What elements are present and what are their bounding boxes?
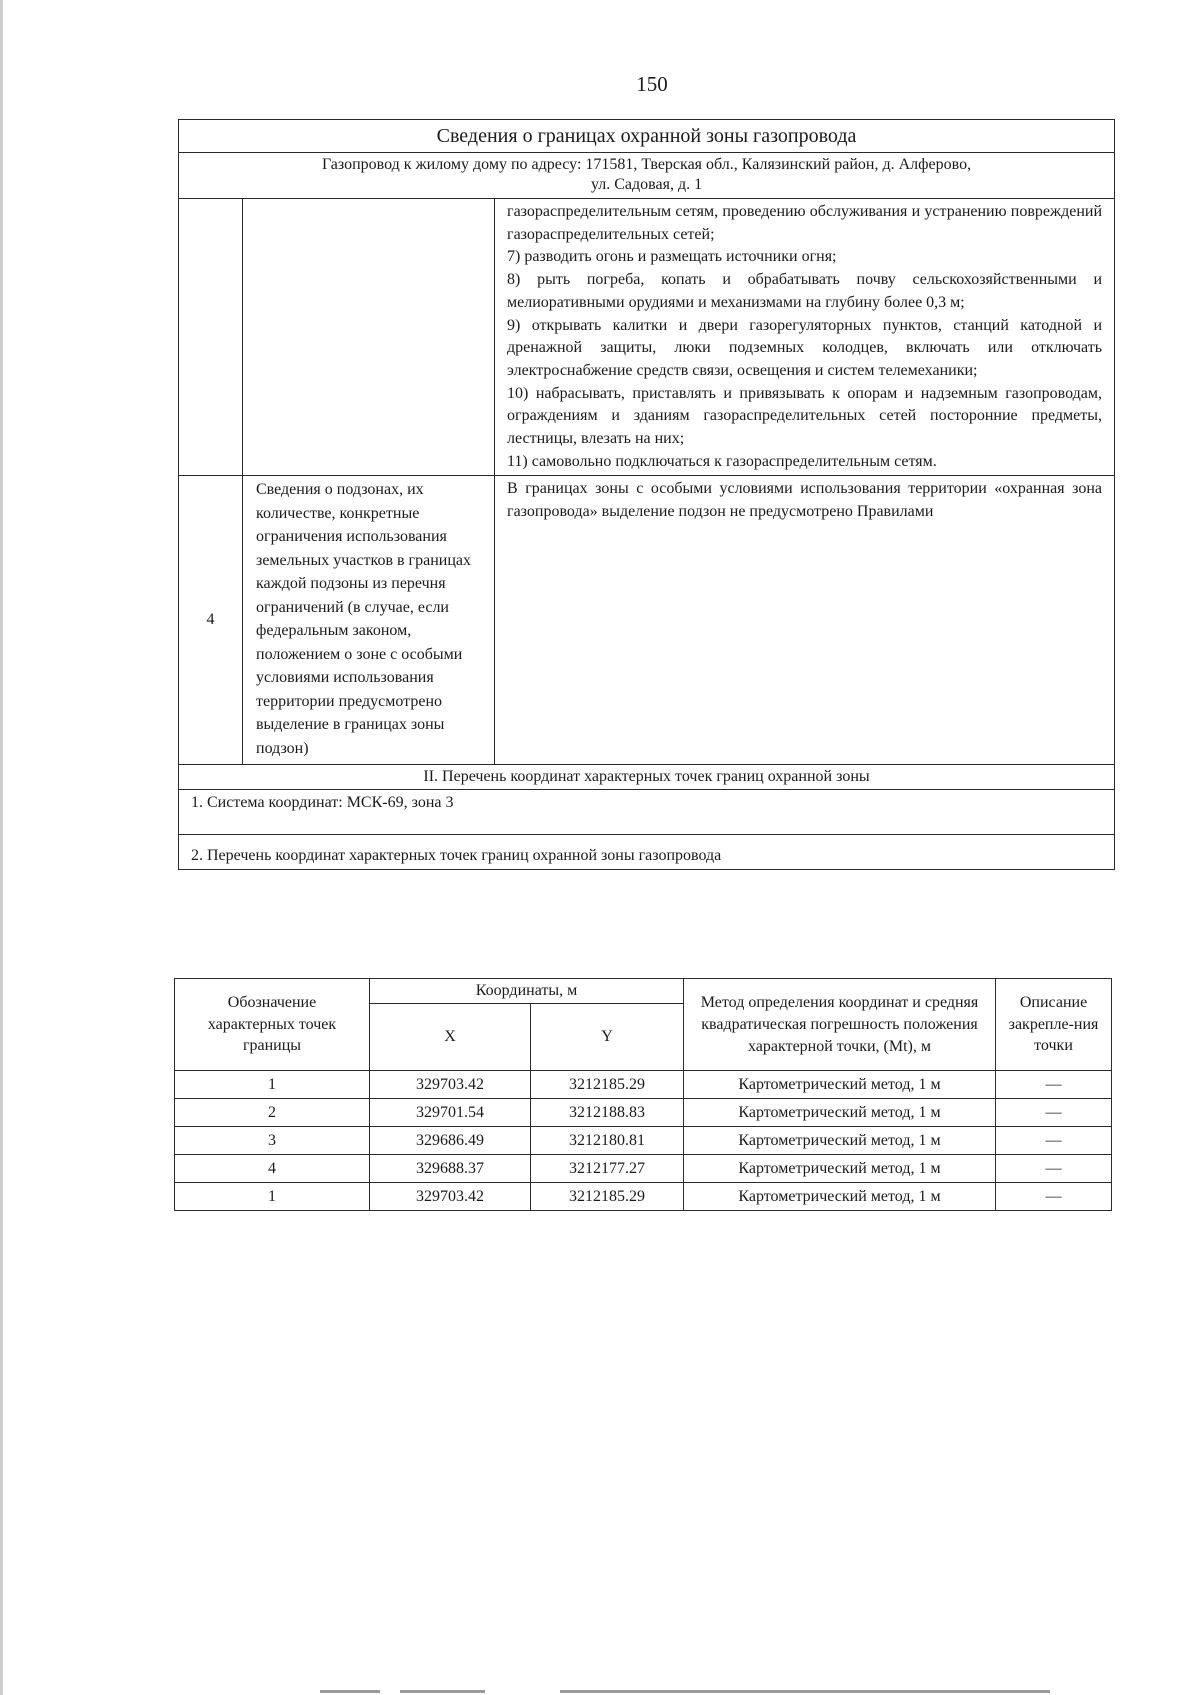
row-name bbox=[243, 199, 495, 476]
point-number: 1 bbox=[175, 1071, 370, 1099]
point-y: 3212177.27 bbox=[531, 1155, 684, 1183]
point-number: 3 bbox=[175, 1127, 370, 1155]
point-x: 329688.37 bbox=[370, 1155, 531, 1183]
point-description: — bbox=[996, 1155, 1112, 1183]
point-description: — bbox=[996, 1071, 1112, 1099]
zone-info-table bbox=[178, 119, 1115, 870]
point-description: — bbox=[996, 1183, 1112, 1211]
point-method: Картометрический метод, 1 м bbox=[684, 1099, 996, 1127]
point-y: 3212185.29 bbox=[531, 1183, 684, 1211]
row-number: 4 bbox=[179, 476, 243, 765]
coordinates-table bbox=[174, 978, 1112, 1211]
point-x: 329701.54 bbox=[370, 1099, 531, 1127]
address-line-2: ул. Садовая, д. 1 bbox=[590, 176, 703, 193]
point-x: 329686.49 bbox=[370, 1127, 531, 1155]
scan-artifact bbox=[400, 1690, 485, 1693]
header-x: X bbox=[370, 1004, 531, 1071]
header-y: Y bbox=[531, 1004, 684, 1071]
restrictions-list bbox=[495, 199, 1115, 476]
point-x: 329703.42 bbox=[370, 1071, 531, 1099]
point-number: 4 bbox=[175, 1155, 370, 1183]
gas-pipeline-address bbox=[179, 153, 1115, 199]
restriction-item: газораспределительным сетям, проведению обслуживания и устранению повреждений газораспределительных сетей; bbox=[507, 203, 1103, 243]
header-description: Описание закрепле-ния точки bbox=[996, 979, 1112, 1071]
point-x: 329703.42 bbox=[370, 1183, 531, 1211]
header-method-text: Метод определения координат и средняя квадратическая погрешность положения характерной точки, (Mt), м bbox=[700, 993, 979, 1055]
header-coordinates: Координаты, м bbox=[370, 979, 684, 1004]
restriction-item: 11) самовольно подключаться к газораспределительным сетям. bbox=[507, 452, 937, 470]
row-name: Сведения о подзонах, их количестве, конкретные ограничения использования земельных участков в границах каждой подзоны из перечня ограничений (в случае, если федеральным законом, положением о зоне с особыми условиями использования территории предусмотрено выделение в границах зоны подзон) bbox=[243, 476, 495, 765]
address-line-1: Газопровод к жилому дому по адресу: 171581, Тверская обл., Калязинский район, д. Алферово, bbox=[321, 156, 972, 173]
restriction-item: 8) рыть погреба, копать и обрабатывать почву сельскохозяйственными и мелиоративными орудиями и механизмами на глубину более 0,3 м; bbox=[507, 271, 1103, 311]
point-y: 3212185.29 bbox=[531, 1071, 684, 1099]
restriction-item: 9) открывать калитки и двери газорегуляторных пунктов, станций катодной и дренажной защиты, люки подземных колодцев, включать или отключать электроснабжение средств связи, освещения и систем телемеханики; bbox=[507, 316, 1103, 379]
table-row bbox=[175, 1099, 1112, 1127]
header-method bbox=[684, 979, 996, 1071]
scan-artifact bbox=[560, 1690, 1050, 1693]
points-list-title: 2. Перечень координат характерных точек границ охранной зоны газопровода bbox=[179, 835, 1115, 870]
table-row bbox=[175, 1183, 1112, 1211]
point-method: Картометрический метод, 1 м bbox=[684, 1155, 996, 1183]
section-2-title: II. Перечень координат характерных точек границ охранной зоны bbox=[179, 765, 1115, 790]
point-y: 3212180.81 bbox=[531, 1127, 684, 1155]
restriction-item: 10) набрасывать, приставлять и привязывать к опорам и надземным газопроводам, ограждениям и зданиям газораспределительных сетей посторонние предметы, лестницы, влезать на них; bbox=[507, 384, 1103, 448]
scan-artifact bbox=[320, 1690, 380, 1693]
point-method: Картометрический метод, 1 м bbox=[684, 1071, 996, 1099]
table-row bbox=[175, 1071, 1112, 1099]
point-description: — bbox=[996, 1127, 1112, 1155]
table-row bbox=[175, 1127, 1112, 1155]
table-row-continued bbox=[179, 199, 1115, 476]
point-description: — bbox=[996, 1099, 1112, 1127]
restriction-item: 7) разводить огонь и размещать источники огня; bbox=[507, 248, 837, 266]
table-row-4 bbox=[179, 476, 1115, 765]
row-number bbox=[179, 199, 243, 476]
point-y: 3212188.83 bbox=[531, 1099, 684, 1127]
header-designation: Обозначение характерных точек границы bbox=[175, 979, 370, 1071]
table-row bbox=[175, 1155, 1112, 1183]
point-method: Картометрический метод, 1 м bbox=[684, 1127, 996, 1155]
scan-edge bbox=[0, 0, 3, 1695]
page-number: 150 bbox=[636, 72, 668, 96]
point-number: 2 bbox=[175, 1099, 370, 1127]
coordinate-system: 1. Система координат: МСК-69, зона 3 bbox=[179, 790, 1115, 835]
point-method: Картометрический метод, 1 м bbox=[684, 1183, 996, 1211]
row-value: В границах зоны с особыми условиями использования территории «охранная зона газопровода» выделение подзон не предусмотрено Правилами bbox=[495, 476, 1115, 765]
table-title: Сведения о границах охранной зоны газопровода bbox=[179, 120, 1115, 153]
point-number: 1 bbox=[175, 1183, 370, 1211]
